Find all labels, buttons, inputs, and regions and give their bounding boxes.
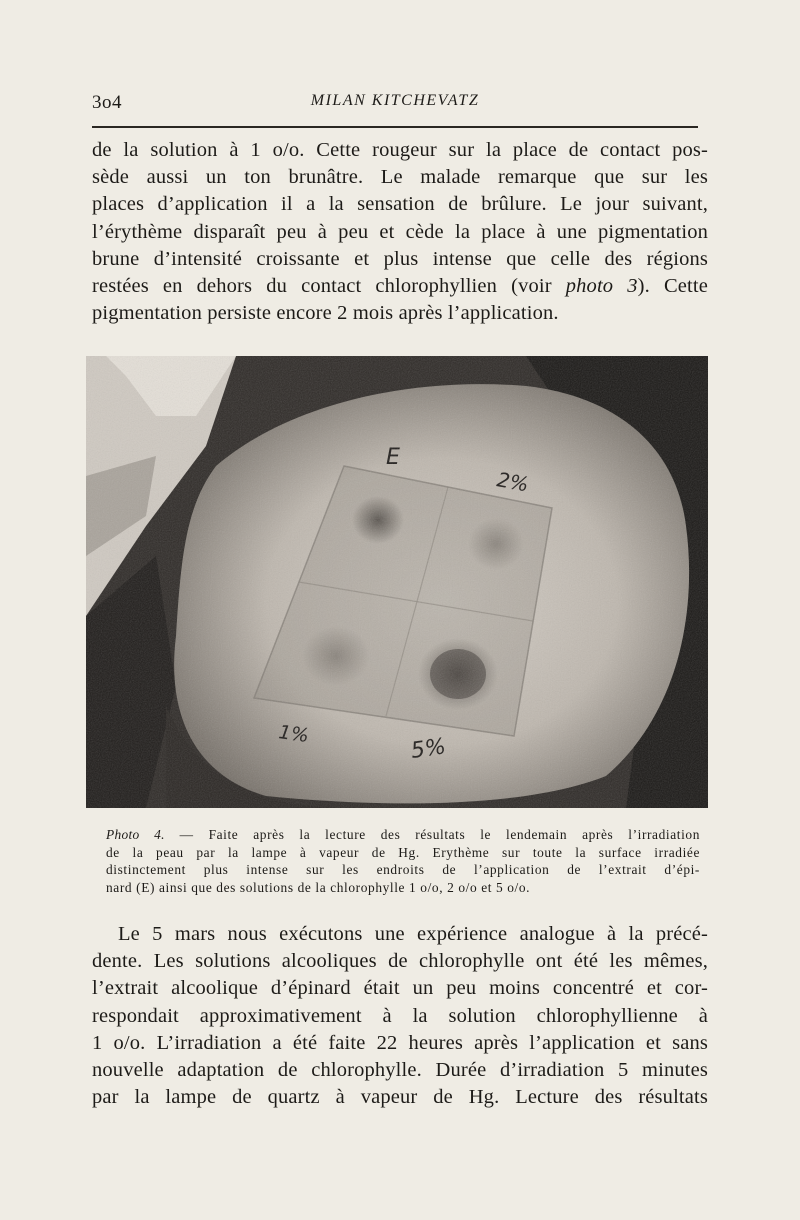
body-paragraph-1 <box>92 137 708 327</box>
text-line: l’extrait alcoolique d’épinard était un peu moins concentré et cor- <box>92 977 708 1000</box>
text-line: places d’application il a la sensation de brûlure. Le jour suivant, <box>92 193 708 216</box>
photo-4-skin-irradiation <box>86 356 708 808</box>
caption-line: nard (E) ainsi que des solutions de la chlorophylle 1 o/o, 2 o/o et 5 o/o. <box>106 879 531 895</box>
photo-reference: photo 3 <box>565 275 638 298</box>
text-fragment: restées en dehors du contact chlorophyllien (voir <box>92 275 566 298</box>
caption-line <box>106 826 700 844</box>
text-line: 1 o/o. L’irradiation a été faite 22 heures après l’application et sans <box>92 1031 708 1054</box>
text-line: dente. Les solutions alcooliques de chlorophylle ont été les mêmes, <box>92 950 708 973</box>
photo-caption <box>106 826 700 896</box>
text-fragment: ). Cette <box>637 275 708 298</box>
text-line: par la lampe de quartz à vapeur de Hg. Lecture des résultats <box>92 1086 708 1109</box>
photo-image <box>86 356 708 808</box>
caption-label: Photo 4. <box>106 827 165 842</box>
header-rule <box>92 126 698 128</box>
text-line: nouvelle adaptation de chlorophylle. Durée d’irradiation 5 minutes <box>92 1059 708 1082</box>
page-number: 3o4 <box>92 92 122 113</box>
text-line: Le 5 mars nous exécutons une expérience analogue à la précé- <box>118 923 708 945</box>
page-header <box>92 88 698 118</box>
running-head: MILAN KITCHEVATZ <box>310 92 480 109</box>
caption-line: distinctement plus intense sur les endroits de l’application de l’extrait d’épi- <box>106 862 700 878</box>
text-line: brune d’intensité croissante et plus intense que celle des régions <box>92 247 708 270</box>
caption-line: de la peau par la lampe à vapeur de Hg. Erythème sur toute la surface irradiée <box>106 844 700 860</box>
text-line: de la solution à 1 o/o. Cette rougeur sur la place de contact pos- <box>92 139 708 161</box>
text-line <box>92 273 708 300</box>
text-line: pigmentation persiste encore 2 mois après l’application. <box>92 302 559 325</box>
caption-text: — Faite après la lecture des résultats le lendemain après l’irradiation <box>164 827 700 842</box>
text-line: sède aussi un ton brunâtre. Le malade remarque que sur les <box>92 166 708 189</box>
text-line: respondait approximativement à la solution chlorophyllienne à <box>92 1004 708 1027</box>
body-paragraph-2 <box>92 921 708 1111</box>
text-line: l’érythème disparaît peu à peu et cède la place à une pigmentation <box>92 220 708 243</box>
